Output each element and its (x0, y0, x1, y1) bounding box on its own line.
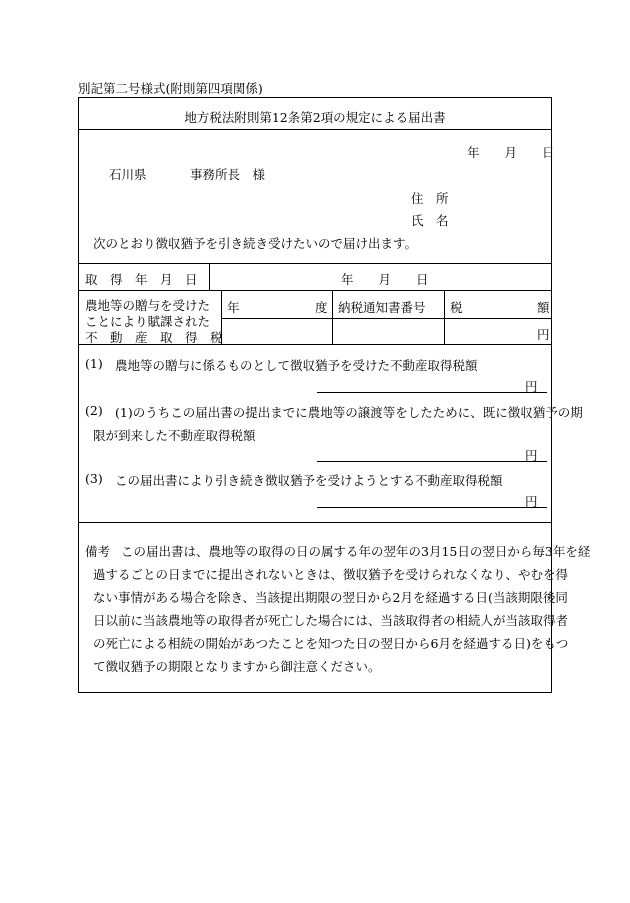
item-3-amount-line (317, 507, 547, 508)
tax-row-label-line2: ことにより賦課された (85, 314, 211, 329)
acquisition-date-label: 取 得 年 月 日 (85, 272, 198, 287)
divider (209, 263, 210, 290)
divider (79, 344, 551, 345)
item-1-number: (1) (85, 356, 103, 371)
remarks-line-6: て徴収猶予の期限となりますから御注意ください。 (93, 659, 381, 674)
item-2-number: (2) (85, 403, 103, 418)
item-3-number: (3) (85, 471, 103, 486)
year-header-left: 年 (227, 300, 240, 315)
divider (332, 290, 333, 344)
divider (79, 263, 551, 264)
remarks-line-3: ない事情がある場合を除き、当該提出期限の翌日から2月を経過する日(当該期限後同 (93, 590, 568, 605)
submission-date: 年 月 日 (467, 145, 555, 160)
divider (79, 129, 551, 130)
remarks-label: 備考 (85, 544, 111, 559)
addressee-office: 事務所長 様 (190, 167, 266, 182)
divider (221, 290, 222, 344)
divider (79, 290, 551, 291)
notification-form (78, 97, 591, 693)
acquisition-date-value: 年 月 日 (341, 272, 429, 287)
tax-row-label-line3: 不 動 産 取 得 税 (85, 330, 223, 345)
tax-row-label-line1: 農地等の贈与を受けた (85, 298, 211, 313)
statement-text: 次のとおり徴収猶予を引き続き受けたいので届け出ます。 (93, 236, 418, 251)
item-1-amount-line (317, 392, 547, 393)
divider (444, 290, 445, 344)
remarks-line-1: この届出書は、農地等の取得の日の属する年の翌年の3月15日の翌日から毎3年を経 (121, 544, 591, 559)
item-2-unit: 円 (525, 448, 538, 463)
table-row-divider (221, 318, 551, 319)
tax-amount-header-left: 税 (450, 300, 463, 315)
divider (79, 522, 551, 523)
name-label: 氏 名 (411, 213, 449, 228)
remarks-line-2: 過するごとの日までに提出されないときは、徴収猶予を受けられなくなり、やむを得 (93, 567, 569, 582)
item-1-unit: 円 (525, 379, 538, 394)
item-3-text: この届出書により引き続き徴収猶予を受けようとする不動産取得税額 (115, 473, 503, 488)
form-number-label: 別記第二号様式(附則第四項関係) (78, 81, 263, 96)
year-header-right: 度 (315, 300, 328, 315)
address-label: 住 所 (411, 191, 449, 206)
tax-amount-header-right: 額 (537, 300, 550, 315)
remarks-line-5: の死亡による相続の開始があつたことを知つた日の翌日から6月を経過する日)をもつ (93, 636, 569, 651)
item-2-amount-line (317, 461, 547, 462)
item-3-unit: 円 (525, 494, 538, 509)
item-2-text-line1: (1)のうちこの届出書の提出までに農地等の譲渡等をしたために、既に徴収猶予の期 (115, 405, 583, 420)
remarks-line-4: 日以前に当該農地等の取得者が死亡した場合には、当該取得者の相続人が当該取得者 (93, 613, 569, 628)
item-1-text: 農地等の贈与に係るものとして徴収猶予を受けた不動産取得税額 (115, 358, 478, 373)
tax-amount-unit: 円 (537, 327, 550, 342)
form-title: 地方税法附則第12条第2項の規定による届出書 (184, 110, 446, 125)
notice-number-header: 納税通知書番号 (338, 300, 426, 315)
addressee-prefecture: 石川県 (109, 167, 147, 182)
item-2-text-line2: 限が到来した不動産取得税額 (93, 428, 256, 443)
